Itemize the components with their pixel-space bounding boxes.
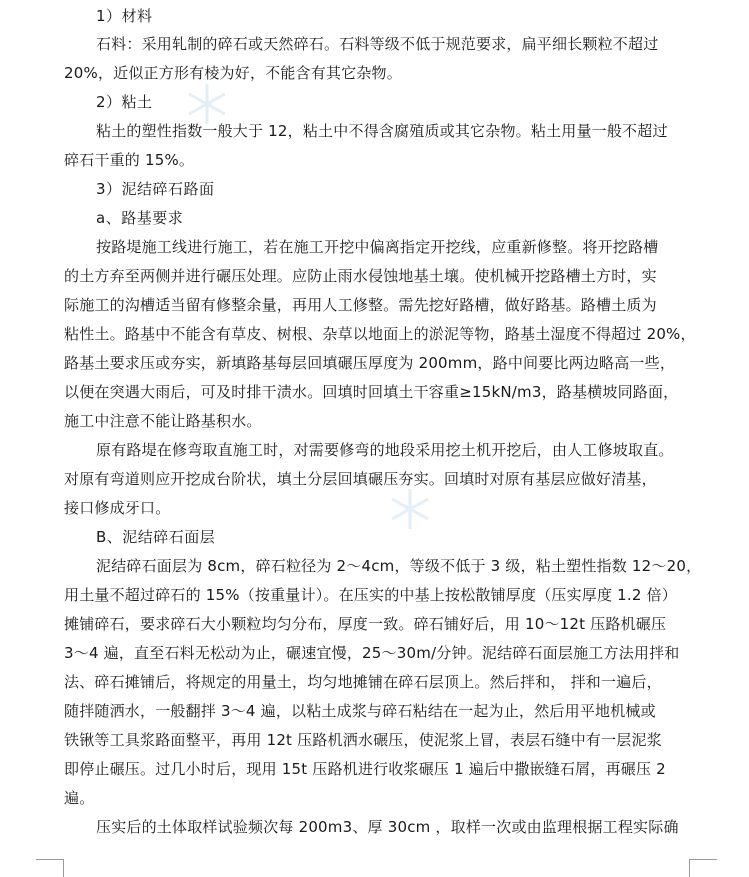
paragraph-line: 粘土的塑性指数一般大于 12，粘土中不得含腐殖质或其它杂物。粘土用量一般不超过 [96, 122, 668, 140]
paragraph-line: 遍。 [64, 789, 95, 807]
paragraph-line: 法、碎石摊铺后，将规定的用量土，均匀地摊铺在碎石层顶上。然后拌和， 拌和一遍后， [64, 673, 662, 691]
paragraph-line: 路基土要求压或夯实，新填路基每层回填碾压厚度为 200mm，路中间要比两边略高一些， [64, 354, 676, 372]
paragraph-line: 随拌随洒水，一般翻拌 3～4 遍，以粘土成浆与碎石粘结在一起为止，然后用平地机械或 [64, 702, 656, 720]
paragraph-line: 摊铺碎石，要求碎石大小颗粒均匀分布，厚度一致。碎石铺好后，用 10～12t 压路机碾压 [64, 615, 667, 633]
paragraph-line: 接口修成牙口。 [64, 499, 171, 517]
paragraph-line: 即停止碾压。过几小时后，现用 15t 压路机进行收浆碾压 1 遍后中撒嵌缝石屑，再碾压 2 [64, 760, 666, 778]
paragraph-line: 施工中注意不能让路基积水。 [64, 412, 262, 430]
paragraph-line: 压实后的土体取样试验频次每 200m3、厚 30cm ，取样一次或由监理根据工程实际确 [96, 818, 679, 836]
heading-materials: 1）材料 [96, 7, 153, 25]
paragraph-line: 20%，近似正方形有棱为好，不能含有其它杂物。 [64, 64, 402, 82]
paragraph-line: 的土方弃至两侧并进行碾压处理。应防止雨水侵蚀地基土壤。使机械开挖路槽土方时，实 [64, 267, 657, 285]
watermark-snowflake-icon [388, 487, 432, 531]
paragraph-line: 际施工的沟槽适当留有修整余量，再用人工修整。需先挖好路槽，做好路基。路槽土质为 [64, 296, 657, 314]
paragraph-line: 用土量不超过碎石的 15%（按重量计）。在压实的中基上按松散铺厚度（压实厚度 1.2 倍） [64, 586, 678, 604]
paragraph-line: 对原有弯道则应开挖成台阶状，填土分层回填碾压夯实。回填时对原有基层应做好清基， [64, 470, 657, 488]
paragraph-line: 碎石干重的 15%。 [64, 151, 195, 169]
paragraph-line: 3～4 遍，直至石料无松动为止，碾速宜慢，25～30m/分钟。泥结碎石面层施工方法用拌和 [64, 644, 680, 662]
paragraph-line: 石料：采用轧制的碎石或天然碎石。石料等级不低于规范要求，扁平细长颗粒不超过 [96, 35, 659, 53]
paragraph-line: 原有路堤在修弯取直施工时，对需要修弯的地段采用挖土机开挖后，由人工修坡取直。 [96, 441, 674, 459]
heading-subgrade-requirements: a、路基要求 [96, 209, 184, 227]
paragraph-line: 按路堤施工线进行施工，若在施工开挖中偏离指定开挖线，应重新修整。将开挖路槽 [96, 238, 659, 256]
paragraph-line: 铁锹等工具浆路面整平，再用 12t 压路机洒水碾压，使泥浆上冒，表层石缝中有一层泥浆 [64, 731, 662, 749]
heading-clay-bound-macadam: 3）泥结碎石路面 [96, 180, 215, 198]
crop-mark-right-horizontal [689, 859, 717, 860]
crop-mark-left-vertical [63, 859, 64, 877]
heading-surface-layer: B、泥结碎石面层 [96, 528, 216, 546]
heading-clay: 2）粘土 [96, 93, 153, 111]
paragraph-line: 粘性土。路基中不能含有草皮、树根、杂草以地面上的淤泥等物，路基土湿度不得超过 20%， [64, 325, 696, 343]
paragraph-line: 以便在突遇大雨后，可及时排干渍水。回填时回填土干容重≥15kN/m3，路基横坡同路面， [64, 383, 679, 401]
crop-mark-right-vertical [689, 859, 690, 877]
watermark-snowflake-icon [185, 82, 229, 126]
paragraph-line: 泥结碎石面层为 8cm，碎石粒径为 2～4cm，等级不低于 3 级，粘土塑性指数 12～20， [96, 557, 702, 575]
crop-mark-left-horizontal [36, 859, 64, 860]
